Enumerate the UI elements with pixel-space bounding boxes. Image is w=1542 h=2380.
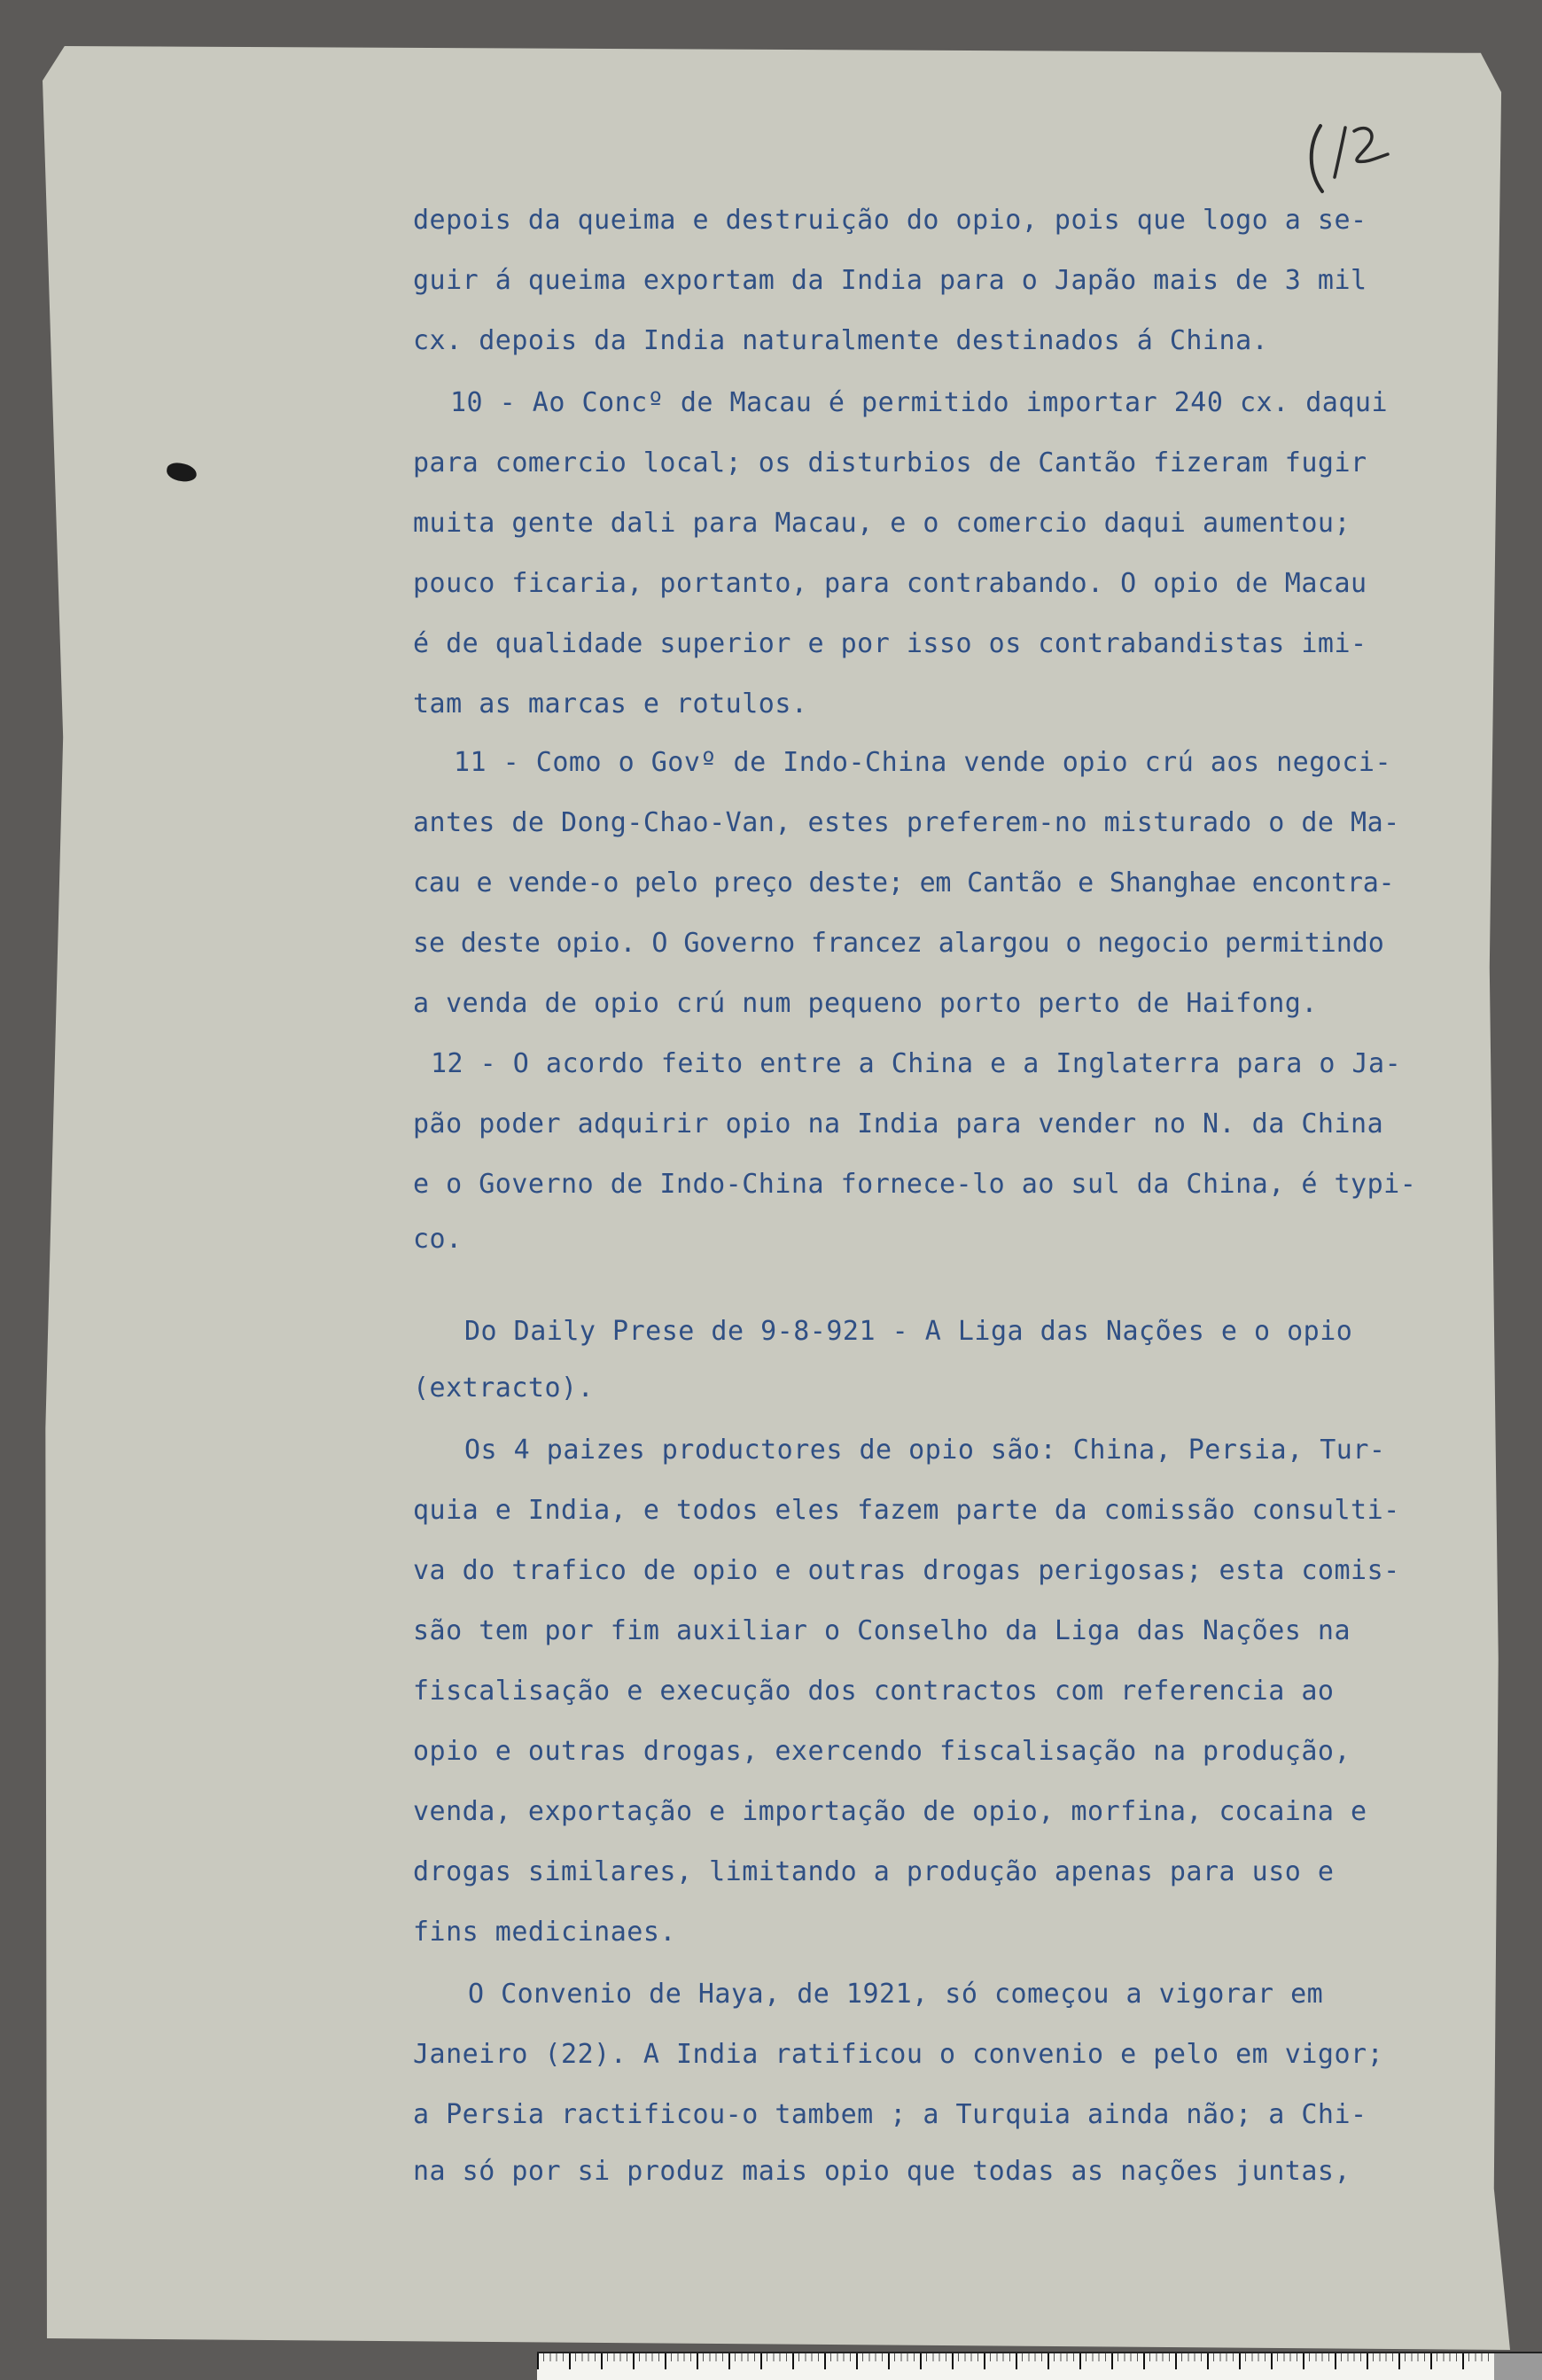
ruler-end-cap — [1494, 2353, 1542, 2380]
text-line: são tem por fim auxiliar o Conselho da Liga das Nações na — [413, 1615, 1351, 1646]
text-line: e o Governo de Indo-China fornece-lo ao sul da China, é typi- — [413, 1169, 1417, 1200]
text-line: a venda de opio crú num pequeno porto perto de Haifong. — [413, 988, 1318, 1019]
text-line: 11 - Como o Govº de Indo-China vende opio crú aos negoci- — [454, 747, 1392, 778]
text-line: se deste opio. O Governo francez alargou o negocio permitindo — [413, 928, 1384, 959]
text-line: Os 4 paizes productores de opio são: China, Persia, Tur- — [464, 1435, 1386, 1466]
text-line: cau e vende-o pelo preço deste; em Cantão e Shanghae encontra- — [413, 867, 1395, 898]
text-line: drogas similares, limitando a produção apenas para uso e — [413, 1856, 1335, 1887]
text-line: quia e India, e todos eles fazem parte da comissão consulti- — [413, 1495, 1400, 1526]
text-line: Do Daily Prese de 9-8-921 - A Liga das Nações e o opio — [464, 1316, 1353, 1347]
text-line: tam as marcas e rotulos. — [413, 688, 808, 719]
text-line: pão poder adquirir opio na India para vender no N. da China — [413, 1108, 1384, 1139]
text-line: muita gente dali para Macau, e o comercio daqui aumentou; — [413, 508, 1351, 539]
text-line: fiscalisação e execução dos contractos com referencia ao — [413, 1676, 1335, 1707]
text-line: na só por si produz mais opio que todas as nações juntas, — [413, 2156, 1351, 2187]
ruler-ticks — [537, 2353, 1542, 2369]
text-line: cx. depois da India naturalmente destinados á China. — [413, 325, 1269, 356]
text-line: é de qualidade superior e por isso os contrabandistas imi- — [413, 628, 1367, 659]
text-line: va do trafico de opio e outras drogas perigosas; esta comis- — [413, 1555, 1400, 1586]
text-line: depois da queima e destruição do opio, pois que logo a se- — [413, 205, 1367, 236]
text-line: Janeiro (22). A India ratificou o convenio e pelo em vigor; — [413, 2039, 1384, 2070]
text-line: 10 - Ao Concº de Macau é permitido importar 240 cx. daqui — [450, 387, 1389, 418]
text-line: pouco ficaria, portanto, para contrabando. O opio de Macau — [413, 568, 1367, 599]
text-line: 12 - O acordo feito entre a China e a Inglaterra para o Ja- — [431, 1048, 1402, 1079]
text-line: antes de Dong-Chao-Van, estes preferem-no misturado o de Ma- — [413, 807, 1400, 838]
text-line: co. — [413, 1224, 463, 1255]
text-line: para comercio local; os disturbios de Cantão fizeram fugir — [413, 447, 1367, 478]
text-line: venda, exportação e importação de opio, morfina, cocaina e — [413, 1796, 1367, 1827]
scale-ruler — [537, 2352, 1542, 2380]
text-line: fins medicinaes. — [413, 1917, 676, 1948]
text-line: guir á queima exportam da India para o Japão mais de 3 mil — [413, 265, 1367, 296]
text-line: a Persia ractificou-o tambem ; a Turquia ainda não; a Chi- — [413, 2099, 1367, 2130]
text-line: (extracto). — [413, 1373, 595, 1404]
text-line: O Convenio de Haya, de 1921, só começou a vigorar em — [468, 1979, 1324, 2010]
text-line: opio e outras drogas, exercendo fiscalisação na produção, — [413, 1736, 1351, 1767]
